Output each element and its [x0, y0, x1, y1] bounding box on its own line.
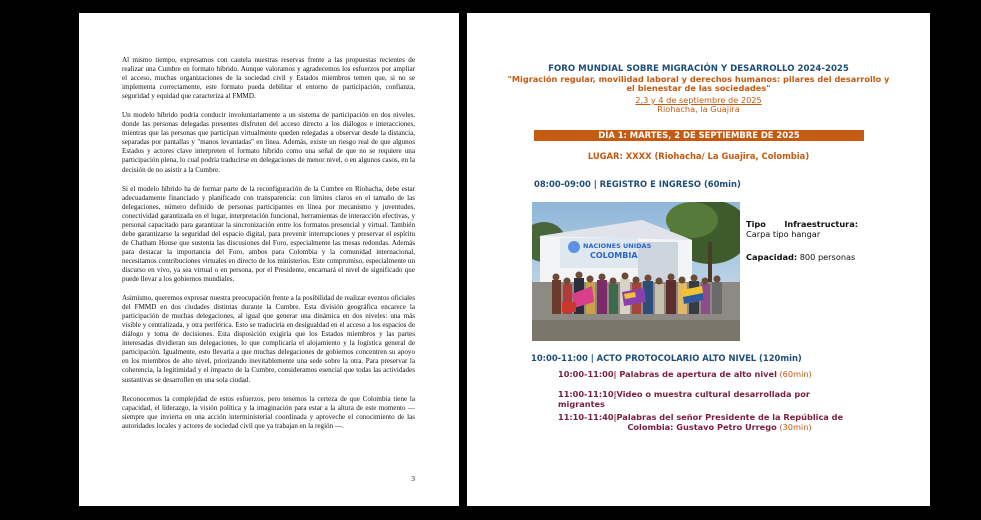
agenda-item — [558, 389, 859, 409]
agenda-duration: (30min) — [779, 422, 812, 432]
agenda-text: |Palabras del señor Presidente de la República de — [613, 412, 844, 422]
agenda-time: 11:00-11:10 — [558, 389, 614, 399]
agenda-text: | Palabras de apertura de alto nivel — [613, 369, 777, 379]
infrastructure-info — [746, 219, 858, 262]
agenda-text: |Video o muestra cultural desarrollada por migrantes — [558, 389, 810, 409]
paragraph-3: Si el modelo híbrido ha de formar parte de la reconfiguración de la Cumbre en Riohacha, debe estar adecuadamente financiado y planificado con transparencia: con límites claros en el tamaño de las delegaciones, número definido de personas participantes en línea por mecanismo y juventudes, conectividad garantizada en el lugar, interpretación funcional, herramientas de interacción efectivas, y personal capacitado para garantizar la sincronización entre los formatos presencial y virtual. También debe garantizarse la seguridad del espacio digital, para prevenir interrupciones y preservar el espíritu de Chatham House que sustenta las discusiones del Foro, especialmente las mesas redondas. Además para destacar la importancia del Foro, ambos para Colombia y la comunidad internacional, necesitamos contribuciones virtuales en directo de los ministerios. Este compromiso, especialmente un discurso en vivo, ya sea virtual o en persona, por el Presidente, encarnará el nivel de significado que puede llevar a los gobiernos mundiales. — [122, 184, 415, 284]
forum-subtitle: "Migración regular, movilidad laboral y derechos humanos: pilares del desarrollo y el bienestar de las sociedades" — [507, 74, 890, 94]
slot-registration-heading: 08:00-09:00 | REGISTRO E INGRESO (60min) — [534, 179, 741, 189]
agenda-time: 10:00-11:00 — [558, 369, 614, 379]
capacity-label: Capacidad: — [746, 252, 798, 262]
slot-protocol-heading: 10:00-11:00 | ACTO PROTOCOLARIO ALTO NIVEL (120min) — [531, 353, 802, 363]
capacity-value: 800 personas — [799, 252, 856, 262]
infra-value: Carpa tipo hangar — [746, 229, 821, 239]
agenda-duration: (60min) — [779, 369, 812, 379]
page-number: 3 — [411, 474, 415, 483]
forum-title: FORO MUNDIAL SOBRE MIGRACIÓN Y DESARROLLO 2024-2025 — [548, 64, 849, 74]
right-agenda-page — [467, 13, 930, 506]
paragraph-2: Un modelo híbrido podría conducir involuntariamente a un sistema de participación en dos niveles, donde las personas delegadas presentes disfruten del acceso directo a los diálogos e interacciones, mientras que las personas que participan virtualmente queden relegadas a observar desde la distancia, separadas por pantallas y "manos levantadas" en línea. Además, existe un riesgo real de que algunos Estados y actores clave interpreten el formato híbrido como una señal de que no se requiere una participación plena, lo cual podría traducirse en delegaciones de menor nivel, o en algunos casos, en la decisión de no asistir a la Cumbre. — [122, 111, 415, 174]
venue-line: LUGAR: XXXX (Riohacha/ La Guajira, Colombia) — [587, 151, 810, 161]
agenda-speaker: Colombia: Gustavo Petro Urrego — [627, 422, 777, 432]
forum-dates: 2,3 y 4 de septiembre de 2025 — [635, 95, 762, 105]
day-1-banner: DÍA 1: MARTES, 2 DE SEPTIEMBRE DE 2025 — [534, 130, 864, 141]
agenda-text-line2 — [558, 422, 859, 432]
paragraph-4: Asimismo, queremos expresar nuestra preocupación frente a la posibilidad de realizar eventos oficiales del FMMD en dos ciudades distintas durante la Cumbre. Esta división geográfica encarece la participación de muchas delegaciones, al igual que generar una dinámica en dos niveles: una más visible y centralizada, y otra periférica. Esto se traduciría en desigualdad en el acceso a los espacios de diálogo y toma de decisiones. Esta disposición exigiría que los Estados miembros y las partes interesadas dividieran sus delegaciones, lo que complicaría el alojamiento y la logística general de participación. Igualmente, esto llevaría a que muchas delegaciones de gobiernos concentren su apoyo en los miembros de alto nivel, priorizando inevitablemente una sede sobre la otra. Para preservar la coherencia, la legitimidad y el impacto de la Cumbre, consideramos esencial que todas las actividades sustantivas se desarrollen en una sola ciudad. — [122, 294, 415, 384]
sign-text-line2: COLOMBIA — [590, 251, 638, 260]
infra-label-a: Tipo — [746, 219, 766, 229]
paragraph-5: Reconocemos la complejidad de estos esfuerzos, pero tenemos la certeza de que Colombia tiene la capacidad, el liderazgo, la visión política y la imaginación para estar a la altura de este momento — siempre que invierta en una acción interministerial coordinada y aproveche el conocimiento de las autoridades locales y actores de sociedad civil que ya trabajan en la región —. — [122, 394, 415, 430]
agenda-item — [558, 412, 859, 432]
agenda-time: 11:10-11:40 — [558, 412, 614, 422]
paragraph-1: Al mismo tiempo, expresamos con cautela nuestras reservas frente a las propuestas recientes de realizar una Cumbre en formato híbrido. Aunque valoramos y agradecemos los esfuerzos por ampliar el acceso, muchas organizaciones de la sociedad civil y Estados miembros temen que, si no se implementa correctamente, este formato pueda debilitar el entorno de participación, confianza, seguridad y equidad que caracteriza al FMMD. — [122, 56, 415, 101]
forum-place: Riohacha, la Guajira — [657, 104, 740, 114]
left-document-page — [79, 13, 459, 506]
capacity-line — [746, 252, 858, 262]
venue-photo — [532, 202, 740, 341]
venue-photo-illustration — [532, 202, 740, 341]
agenda-item — [558, 369, 859, 379]
infra-label-b: Infraestructura: — [784, 219, 858, 229]
sign-text-line1: NACIONES UNIDAS — [583, 242, 652, 250]
left-page-body — [122, 56, 415, 441]
infra-label-row — [746, 219, 858, 229]
